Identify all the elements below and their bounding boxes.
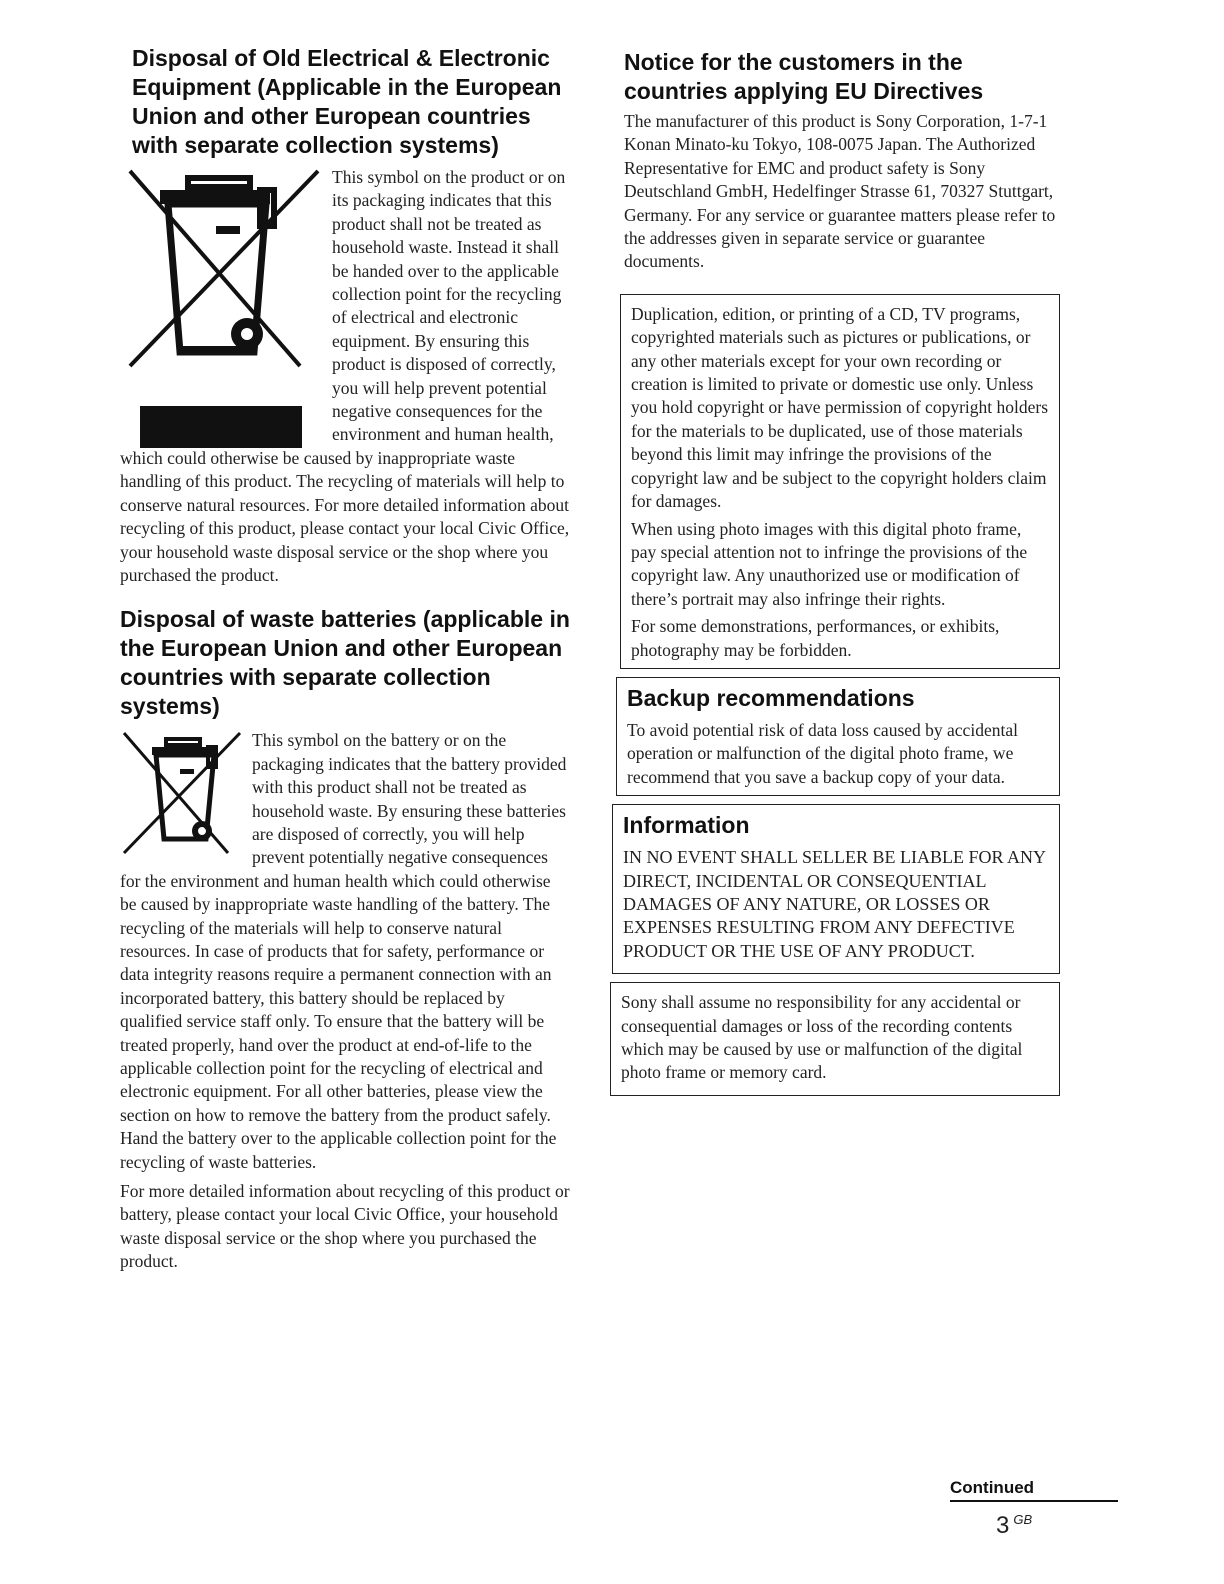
batteries-body-text: This symbol on the battery or on the packaging indicates that the battery provided with this product shall not be treated as household waste. By ensuring these batteries are disposed of correctly, you will help prevent potentially negative consequences for the environment and human health which could otherwise be caused by inappropriate waste handling of the battery. The recycling of the materials will help to conserve natural resources. In case of products that for safety, performance or data integrity reasons require a permanent connection with an incorporated battery, this battery should be replaced by qualified service staff only. To ensure that the battery will be treated properly, hand over the product at end-of-life to the applicable collection point for the recycling of electrical and electronic equipment. For all other batteries, please view the section on how to remove the battery from the product safely. Hand the battery over to the applicable collection point for the recycling of waste batteries. [120, 730, 567, 1172]
eu-notice-text: The manufacturer of this product is Sony Corporation, 1-7-1 Konan Minato-ku Tokyo, 108-0075 Japan. The Authorized Representative for EMC and product safety is Sony Deutschland GmbH, Hedelfinger Strasse 61, 70327 Stuttgart, Germany. For any service or guarantee matters please refer to the addresses given in separate service or guarantee documents. [624, 111, 1056, 272]
weee-bin-svg [120, 166, 330, 406]
copyright-box [620, 294, 1060, 669]
batteries-body [120, 729, 570, 1174]
crossed-out-wheelie-bin-icon [120, 166, 330, 436]
copyright-text-2: When using photo images with this digital photo frame, pay special attention not to infringe the provisions of the copyright law. Any unauthorized use or modification of there’s portrait may also infringe their rights. [631, 518, 1028, 609]
copyright-text-1: Duplication, edition, or printing of a CD, TV programs, copyrighted materials such as pictures or publications, or any other materials except for your own recording or creation is limited to private or domestic use only. Unless you hold copyright or have permission of copyright holders for the materials to be duplicated, use of those materials beyond this limit may infringe the provisions of the copyright law and be subject to the copyright holders claim for damages. [631, 303, 1049, 512]
page-number-suffix: GB [1013, 1512, 1033, 1527]
page-number-value: 3 [996, 1512, 1010, 1539]
page-number [996, 1512, 1032, 1540]
information-text: IN NO EVENT SHALL SELLER BE LIABLE FOR ANY DIRECT, INCIDENTAL OR CONSEQUENTIAL DAMAGES OF ANY NATURE, OR LOSSES OR EXPENSES RESULTING FROM ANY DEFECTIVE PRODUCT OR THE USE OF ANY PRODUCT. [623, 847, 1046, 961]
backup-heading: Backup recommendations [627, 684, 915, 711]
sony-liability-box [610, 982, 1060, 1096]
backup-box [616, 677, 1060, 796]
information-box [612, 804, 1060, 974]
batteries-section [120, 605, 570, 1273]
battery-bin-svg [120, 729, 252, 859]
continued-label: Continued [950, 1476, 1118, 1502]
backup-text: To avoid potential risk of data loss caused by accidental operation or malfunction of the digital photo frame, we recommend that you save a backup copy of your data. [627, 719, 1018, 787]
sony-liability-text: Sony shall assume no responsibility for any accidental or consequential damages or loss of the recording contents which may be caused by use or malfunction of the digital photo frame or memory card. [621, 992, 1023, 1083]
eu-notice-heading: Notice for the customers in the countries applying EU Directives [624, 49, 984, 104]
right-column [612, 48, 1060, 1096]
weee-black-bar [140, 406, 302, 448]
information-heading: Information [623, 812, 750, 839]
batteries-more-info: For more detailed information about recycling of this product or battery, please contact your local Civic Office, your household waste disposal service or the shop where you purchased the product. [120, 1181, 570, 1272]
weee-section [120, 44, 570, 587]
left-column [120, 44, 570, 1274]
weee-body [120, 166, 570, 587]
weee-heading: Disposal of Old Electrical & Electronic Equipment (Applicable in the European Union and other European countries with separate collection systems) [132, 45, 562, 158]
eu-notice-section [624, 48, 1060, 274]
copyright-text-3: For some demonstrations, performances, or exhibits, photography may be forbidden. [631, 616, 1000, 660]
batteries-heading: Disposal of waste batteries (applicable in the European Union and other European countries with separate collection systems) [120, 606, 570, 720]
weee-body-text: This symbol on the product or on its packaging indicates that this product shall not be treated as household waste. Instead it shall be handed over to the applicable collection point for the recycling of electrical and electronic equipment. By ensuring this product is disposed of correctly, you will help prevent potential negative consequences for the environment and human health, which could otherwise be caused by inappropriate waste handling of this product. The recycling of materials will help to conserve natural resources. For more detailed information about recycling of this product, please contact your local Civic Office, your household waste disposal service or the shop where you purchased the product. [120, 167, 570, 585]
crossed-out-wheelie-bin-icon [120, 729, 252, 869]
